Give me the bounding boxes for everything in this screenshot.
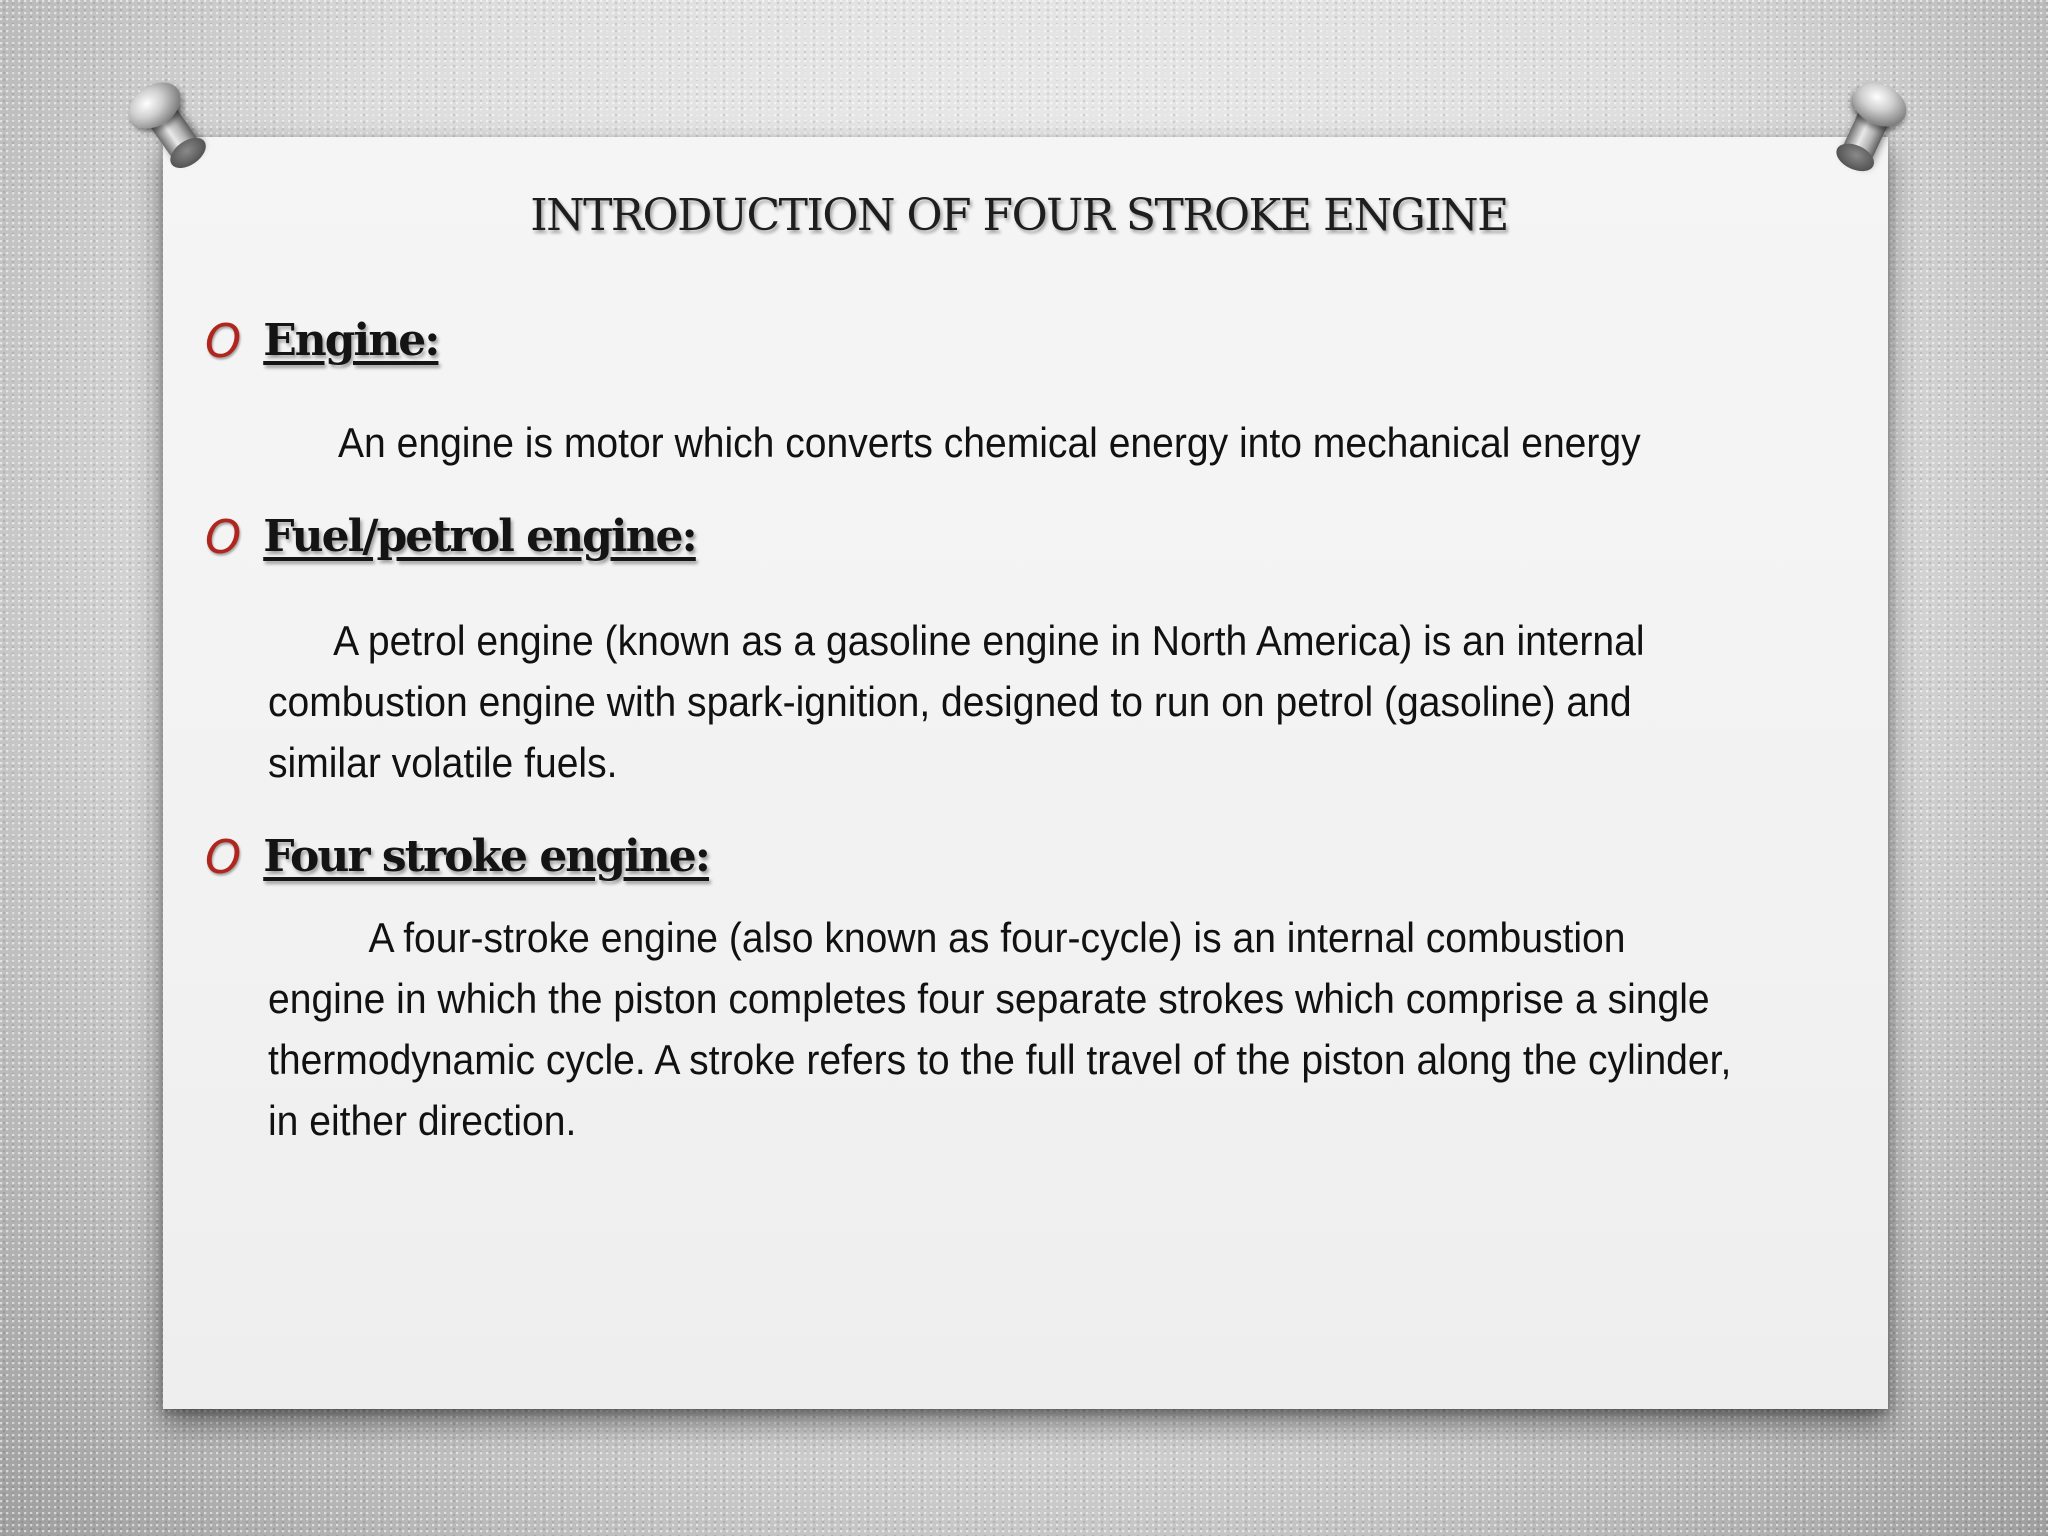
section-heading: Engine: [263, 315, 439, 366]
section-engine [205, 314, 439, 368]
bullet-marker: O [205, 314, 242, 368]
section-text: An engine is motor which converts chemical energy into mechanical energy [338, 419, 1641, 466]
section-fuel-petrol-engine [205, 510, 696, 564]
section-heading: Four stroke engine: [263, 831, 710, 882]
slide-title: INTRODUCTION OF FOUR STROKE ENGINE [530, 190, 1508, 241]
section-heading: Fuel/petrol engine: [263, 511, 696, 562]
section-four-stroke-engine [205, 830, 710, 884]
section-text: A petrol engine (known as a gasoline engine in North America) is an internal combustion engine with spark-ignition, designed to run on petrol (gasoline) and similar volatile fuels. [268, 617, 1645, 786]
section-text: A four-stroke engine (also known as four-cycle) is an internal combustion engine in which the piston completes four separate strokes which comprise a single thermodynamic cycle. A stroke refers to the full travel of the piston along the cylinder, in either direction. [268, 914, 1732, 1144]
bullet-marker: O [205, 510, 242, 564]
bullet-marker: O [205, 830, 242, 884]
